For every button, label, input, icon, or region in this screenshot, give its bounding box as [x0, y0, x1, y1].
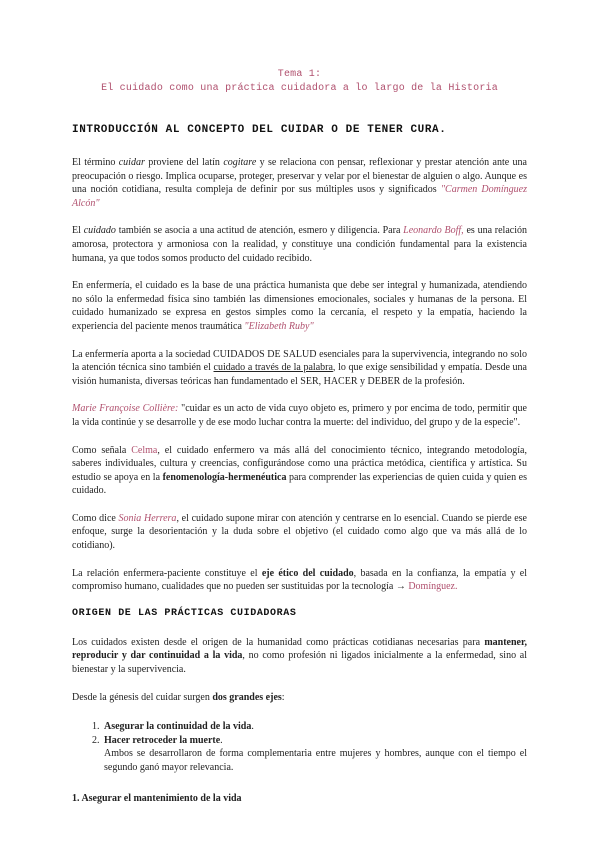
text: Como señala [72, 444, 132, 456]
paragraph-herrera [72, 512, 527, 553]
list-item [102, 734, 527, 775]
paragraph-celma [72, 444, 527, 498]
paragraph-cuidar-definition [72, 156, 527, 210]
text: , lo que exige sensibilidad y empatía. Desde una visión humanista, diversas teóricas han fundamentado el SER, HACER y DEBER de la profesión. [72, 362, 527, 387]
author-citation: "Carmen Domínguez Alcón" [72, 184, 527, 209]
text: En enfermería, el cuidado es la base de una práctica humanista que debe ser integral y humanizada, atendiendo no sólo la enfermedad física sino también las dimensiones emocionales, sociales y humanas de la persona. El cuidado humanizado se expresa en gestos simples como la cercanía, el respeto y la empatía, haciendo la experiencia del paciente menos traumática [72, 280, 527, 332]
text: , basada en la confianza, la empatía y el compromiso humano, cualidades que no pueden ser sustituidas por la tecnología → [72, 567, 528, 593]
underlined-phrase: cuidado a través de la palabra [213, 362, 333, 374]
term-cogitare: cogitare [223, 157, 257, 168]
paragraph-origen-cuidados [72, 636, 527, 677]
bold-term: dos grandes ejes [212, 691, 282, 703]
text: para comprender las experiencias de quien cuida y quien es cuidado. [72, 471, 527, 497]
bold-term: mantener, reproducir y dar continuidad a la vida [72, 636, 527, 662]
text: . [251, 721, 254, 733]
text: El término [72, 157, 119, 168]
author-citation: "Elizabeth Ruby" [244, 320, 314, 332]
text: , el cuidado supone mirar con atención y centrarse en lo esencial. Cuando se pierde ese enfoque, surge la desorientación y la duda sobre el objetivo (el cuidado como algo que va más allá de lo cotidiano). [72, 512, 527, 552]
section-heading-intro: INTRODUCCIÓN AL CONCEPTO DEL CUIDAR O DE TENER CURA. [72, 124, 447, 136]
text: , no como profesión ni ligados inicialmente a la enfermedad, sino al bienestar y la supervivencia. [72, 650, 527, 676]
document-title [72, 68, 527, 96]
bold-term: eje ético del cuidado [261, 567, 354, 579]
text: Los cuidados existen desde el origen de la humanidad como prácticas cotidianas necesarias para [72, 636, 485, 648]
list-item-note: Ambos se desarrollaron de forma complementaria entre mujeres y hombres, aunque con el tiempo el segundo ganó mayor relevancia. [104, 748, 527, 773]
text: es una relación amorosa, protectora y armoniosa con la realidad, y constituye una condición fundamental para la existencia humana, ya que todos somos producto del cuidado recibido. [72, 225, 527, 264]
term-cuidar: cuidar [118, 157, 145, 168]
list-item [102, 720, 527, 734]
ejes-list [72, 720, 527, 774]
text: y se relaciona con pensar, reflexionar y prestar atención ante una preocupación o riesgo. Implica ocuparse, proteger, preservar y velar por el bienestar de alguien o algo. Aunque es una noción cotidiana, resulta compleja de definir por sus múltiples usos y significados [72, 157, 527, 196]
text: La enfermería aporta a la sociedad CUIDADOS DE SALUD esenciales para la supervivencia, integrando no solo la atención técnica sino también el [72, 348, 527, 374]
text: también se asocia a una actitud de atención, esmero y diligencia. Para [115, 225, 404, 237]
text: : [281, 691, 285, 703]
text: , el cuidado enfermero va más allá del conocimiento técnico, integrando metodología, saberes individuales, cultura y creencias, configurándose como una práctica metódica, científica y artística. Su estudio se apoya en la [72, 444, 527, 483]
paragraph-cuidado-boff [72, 224, 527, 265]
text: . [220, 734, 223, 746]
paragraph-colliere-quote [72, 402, 527, 429]
author-name: Domínguez. [408, 581, 458, 593]
paragraph-relacion-enfermera [72, 567, 527, 594]
text: El [72, 225, 84, 237]
paragraph-dos-ejes [72, 691, 527, 705]
text: Como dice [72, 512, 119, 524]
list-item-label: Hacer retroceder la muerte [104, 734, 221, 746]
quote-text: "cuidar es un acto de vida cuyo objeto es, primero y por encima de todo, permitir que la vida continúe y se desarrolle y de ese modo luchar contra la muerte: del individuo, del grupo y de la especie". [72, 403, 527, 428]
bold-term: fenomenología-hermenéutica [162, 471, 287, 483]
author-name: Leonardo Boff, [403, 225, 464, 237]
text: proviene del latín [144, 157, 224, 168]
title-line-1: Tema 1: [277, 69, 322, 80]
document-page [72, 68, 527, 804]
text: La relación enfermera-paciente constituye el [72, 567, 262, 579]
section-heading-origen: ORIGEN DE LAS PRÁCTICAS CUIDADORAS [72, 607, 297, 619]
paragraph-cuidados-salud [72, 348, 527, 389]
paragraph-enfermeria-humanista [72, 279, 527, 333]
author-name: Marie Françoise Collière: [72, 403, 179, 415]
subheading-mantenimiento-vida: 1. Asegurar el mantenimiento de la vida [72, 792, 242, 804]
term-cuidado: cuidado [83, 225, 116, 237]
author-name: Celma [131, 444, 158, 456]
title-line-2: El cuidado como una práctica cuidadora a lo largo de la Historia [101, 83, 498, 94]
author-name: Sonia Herrera [118, 512, 177, 524]
text: Desde la génesis del cuidar surgen [72, 691, 213, 703]
list-item-label: Asegurar la continuidad de la vida [104, 721, 252, 733]
